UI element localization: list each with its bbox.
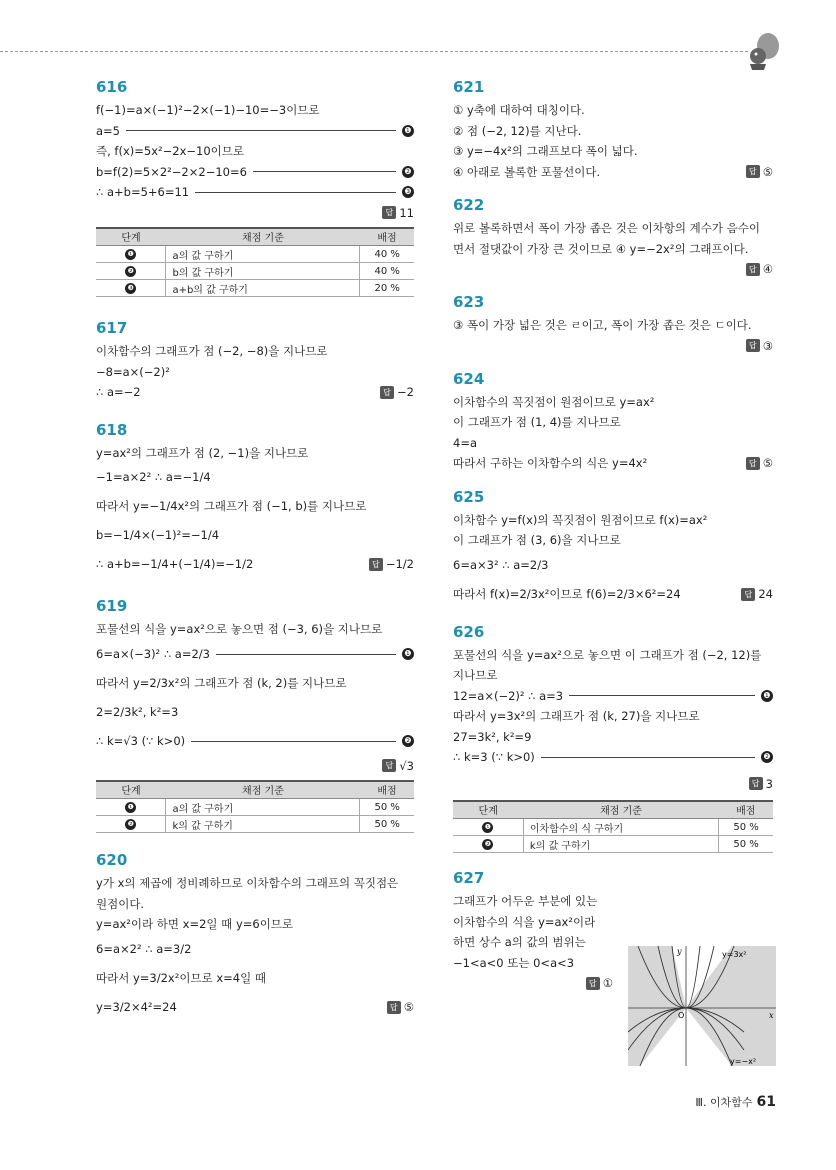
solution-line: y=3/2×4²=24 bbox=[96, 999, 177, 1014]
solution-line: 이 그래프가 점 (1, 4)를 지나므로 bbox=[453, 415, 621, 429]
table-cell: k의 값 구하기 bbox=[166, 816, 360, 833]
table-row bbox=[96, 799, 414, 816]
problem-number: 624 bbox=[453, 369, 485, 388]
step-marker: ❶ bbox=[125, 802, 136, 813]
problem-618 bbox=[96, 421, 414, 580]
table-header: 단계 bbox=[96, 781, 166, 799]
solution-line: 원점이다. bbox=[96, 896, 145, 911]
step-marker: ❷ bbox=[125, 819, 136, 830]
table-header: 채점 기준 bbox=[523, 801, 718, 819]
table-header: 채점 기준 bbox=[166, 228, 360, 246]
answer-icon: 답 bbox=[741, 588, 755, 601]
problem-number: 619 bbox=[96, 597, 128, 615]
solution-line: y=ax²의 그래프가 점 (2, −1)을 지나므로 bbox=[96, 445, 309, 460]
answer-value: ⑤ bbox=[762, 164, 773, 179]
solution-line: 그래프가 어두운 부분에 있는 bbox=[453, 894, 598, 908]
step-marker: ❷ bbox=[482, 839, 493, 850]
solution-line: b=f(2)=5×2²−2×2−10=6 bbox=[96, 164, 247, 179]
solution-line: 4=a bbox=[453, 435, 477, 450]
table-cell: 40 % bbox=[360, 263, 414, 280]
problem-number: 621 bbox=[453, 78, 485, 96]
answer-value: ① bbox=[602, 976, 613, 990]
parabola-graph bbox=[628, 946, 776, 1066]
solution-line: 포물선의 식을 y=ax²으로 놓으면 이 그래프가 점 (−2, 12)를 bbox=[453, 647, 762, 662]
solution-line: 이차함수의 식을 y=ax²이라 bbox=[453, 914, 596, 929]
solution-line: 6=a×2² ∴ a=3/2 bbox=[96, 941, 192, 956]
table-cell: k의 값 구하기 bbox=[523, 836, 718, 853]
table-row bbox=[96, 263, 414, 280]
problem-620 bbox=[96, 851, 414, 1022]
chapter-label: Ⅲ. 이차함수 bbox=[695, 1096, 753, 1109]
table-cell: 20 % bbox=[360, 280, 414, 297]
answer-icon: 답 bbox=[749, 777, 763, 790]
step-marker: ❷ bbox=[125, 266, 136, 277]
table-header: 단계 bbox=[453, 801, 523, 819]
step-marker: ❶ bbox=[761, 690, 773, 702]
answer bbox=[453, 259, 773, 279]
leader-line bbox=[216, 654, 396, 655]
axis-x-label: x bbox=[769, 1011, 774, 1020]
solution-line: 따라서 y=−1/4x²의 그래프가 점 (−1, b)를 지나므로 bbox=[96, 499, 367, 513]
solution-line: 하면 상수 a의 값의 범위는 bbox=[453, 935, 586, 949]
left-column bbox=[96, 78, 414, 1036]
solution-line: ∴ a+b=5+6=11 bbox=[96, 185, 190, 199]
table-header: 배점 bbox=[360, 781, 414, 799]
answer bbox=[453, 774, 773, 794]
answer-value: 24 bbox=[758, 586, 773, 601]
grading-table bbox=[96, 227, 414, 298]
step-marker: ❶ bbox=[402, 648, 414, 660]
answer bbox=[453, 973, 613, 993]
step-marker: ❶ bbox=[482, 822, 493, 833]
solution-line: 이차함수의 꼭짓점이 원점이므로 y=ax² bbox=[453, 394, 655, 409]
solution-line: 6=a×3² ∴ a=2/3 bbox=[453, 557, 549, 572]
solution-line: −1<a<0 또는 0<a<3 bbox=[453, 955, 575, 970]
table-cell: 50 % bbox=[360, 816, 414, 833]
solution-line: −1=a×2² ∴ a=−1/4 bbox=[96, 470, 211, 484]
problem-624 bbox=[453, 370, 773, 474]
solution-line: 2=2/3k², k²=3 bbox=[96, 704, 179, 719]
answer bbox=[746, 162, 773, 182]
solution-line: 따라서 y=2/3x²의 그래프가 점 (k, 2)를 지나므로 bbox=[96, 675, 347, 690]
answer-value: 3 bbox=[765, 776, 773, 791]
solution-line: ④ 아래로 볼록한 포물선이다. bbox=[453, 164, 601, 179]
problem-number: 616 bbox=[96, 78, 128, 96]
leader-line bbox=[541, 757, 755, 758]
answer-value: −2 bbox=[397, 385, 414, 399]
table-header: 배점 bbox=[360, 228, 414, 246]
graph-label-top: y=3x² bbox=[722, 950, 747, 959]
answer bbox=[453, 336, 773, 356]
graph-label-bottom: y=−x² bbox=[730, 1057, 757, 1066]
solution-line: ∴ a+b=−1/4+(−1/4)=−1/2 bbox=[96, 557, 254, 571]
table-cell: b의 값 구하기 bbox=[166, 263, 360, 280]
table-row bbox=[453, 819, 773, 836]
table-cell: 이차함수의 식 구하기 bbox=[523, 819, 718, 836]
axis-y-label: y bbox=[677, 947, 682, 956]
page-footer bbox=[680, 1094, 776, 1110]
solution-line: 면서 절댓값이 가장 큰 것이므로 ④ y=−2x²의 그래프이다. bbox=[453, 241, 749, 256]
problem-621 bbox=[453, 78, 773, 182]
solution-line: 따라서 y=3/2x²이므로 x=4일 때 bbox=[96, 970, 266, 985]
problem-number: 617 bbox=[96, 319, 128, 337]
problem-number: 626 bbox=[453, 622, 485, 641]
leader-line bbox=[569, 695, 755, 696]
solution-line: 지나므로 bbox=[453, 668, 498, 682]
table-cell: 50 % bbox=[360, 799, 414, 816]
table-header: 배점 bbox=[719, 801, 773, 819]
answer-icon: 답 bbox=[380, 386, 394, 399]
answer bbox=[369, 555, 414, 575]
answer-value: ⑤ bbox=[762, 456, 773, 470]
leader-line bbox=[195, 192, 396, 193]
problem-number: 622 bbox=[453, 196, 485, 214]
leader-line bbox=[126, 130, 396, 131]
problem-number: 625 bbox=[453, 487, 485, 506]
header-divider bbox=[0, 51, 748, 52]
solution-line: b=−1/4×(−1)²=−1/4 bbox=[96, 528, 220, 542]
solution-line: 12=a×(−2)² ∴ a=3 bbox=[453, 688, 564, 703]
solution-line: y=ax²이라 하면 x=2일 때 y=6이므로 bbox=[96, 917, 294, 931]
grading-table bbox=[453, 800, 773, 854]
problem-622 bbox=[453, 196, 773, 279]
solution-line: 위로 볼록하면서 폭이 가장 좁은 것은 이차항의 계수가 음수이 bbox=[453, 221, 760, 235]
answer-value: ⑤ bbox=[403, 999, 414, 1014]
step-marker: ❷ bbox=[761, 751, 773, 763]
solution-line: 이차함수의 그래프가 점 (−2, −8)을 지나므로 bbox=[96, 344, 328, 358]
answer-value: ③ bbox=[762, 338, 773, 353]
answer-icon: 답 bbox=[387, 1001, 401, 1014]
solution-line: 27=3k², k²=9 bbox=[453, 729, 532, 744]
step-marker: ❷ bbox=[402, 166, 414, 178]
step-marker: ❶ bbox=[125, 249, 136, 260]
solution-line: ∴ a=−2 bbox=[96, 385, 141, 399]
answer-icon: 답 bbox=[382, 759, 396, 772]
leader-line bbox=[191, 741, 396, 742]
answer-icon: 답 bbox=[746, 457, 760, 470]
origin-label: O bbox=[678, 1011, 685, 1020]
answer-value: √3 bbox=[399, 758, 414, 773]
step-marker: ❸ bbox=[125, 283, 136, 294]
solution-line: ③ y=−4x²의 그래프보다 폭이 넓다. bbox=[453, 144, 638, 158]
answer-icon: 답 bbox=[746, 165, 760, 178]
step-marker: ❷ bbox=[402, 735, 414, 747]
table-cell: a의 값 구하기 bbox=[166, 799, 360, 816]
table-header: 채점 기준 bbox=[166, 781, 360, 799]
right-column bbox=[453, 78, 773, 1007]
solution-line: ∴ k=√3 (∵ k>0) bbox=[96, 733, 186, 748]
answer bbox=[741, 584, 773, 604]
answer-value: ④ bbox=[762, 262, 773, 276]
problem-626 bbox=[453, 623, 773, 854]
solution-line: 따라서 y=3x²의 그래프가 점 (k, 27)을 지나므로 bbox=[453, 709, 700, 723]
table-cell: a의 값 구하기 bbox=[166, 246, 360, 263]
answer-value: 11 bbox=[399, 205, 414, 220]
answer-icon: 답 bbox=[746, 339, 760, 352]
answer-icon: 답 bbox=[586, 977, 600, 990]
solution-line: 6=a×(−3)² ∴ a=2/3 bbox=[96, 646, 210, 661]
answer bbox=[380, 382, 414, 402]
answer-icon: 답 bbox=[382, 206, 396, 219]
problem-625 bbox=[453, 488, 773, 609]
problem-number: 618 bbox=[96, 420, 128, 439]
solution-line: ③ 폭이 가장 넓은 것은 ㄹ이고, 폭이 가장 좁은 것은 ㄷ이다. bbox=[453, 318, 752, 332]
table-cell: 40 % bbox=[360, 246, 414, 263]
solution-line: ∴ k=3 (∵ k>0) bbox=[453, 750, 535, 764]
solution-line: y가 x의 제곱에 정비례하므로 이차함수의 그래프의 꼭짓점은 bbox=[96, 876, 399, 890]
solution-line: 이 그래프가 점 (3, 6)을 지나므로 bbox=[453, 533, 621, 547]
problem-619 bbox=[96, 597, 414, 833]
step-marker: ❶ bbox=[402, 125, 414, 137]
solution-line: 따라서 f(x)=2/3x²이므로 f(6)=2/3×6²=24 bbox=[453, 586, 681, 601]
solution-line: f(−1)=a×(−1)²−2×(−1)−10=−3이므로 bbox=[96, 103, 320, 117]
table-header: 단계 bbox=[96, 228, 166, 246]
answer-value: −1/2 bbox=[385, 557, 414, 571]
table-cell: 50 % bbox=[719, 836, 773, 853]
answer-icon: 답 bbox=[369, 558, 383, 571]
problem-number: 627 bbox=[453, 869, 485, 887]
page-number: 61 bbox=[756, 1094, 776, 1110]
solution-line: ① y축에 대하여 대칭이다. bbox=[453, 103, 585, 117]
grading-table bbox=[96, 780, 414, 834]
solution-line: ② 점 (−2, 12)를 지난다. bbox=[453, 123, 582, 138]
answer bbox=[387, 997, 414, 1017]
problem-number: 623 bbox=[453, 293, 485, 311]
answer bbox=[96, 203, 414, 223]
table-cell: 50 % bbox=[719, 819, 773, 836]
table-row bbox=[96, 280, 414, 297]
step-marker: ❸ bbox=[402, 186, 414, 198]
solution-line: 즉, f(x)=5x²−2x−10이므로 bbox=[96, 144, 244, 158]
solution-line: 따라서 구하는 이차함수의 식은 y=4x² bbox=[453, 456, 648, 470]
leader-line bbox=[253, 171, 396, 172]
problem-617 bbox=[96, 319, 414, 403]
problem-number: 620 bbox=[96, 851, 128, 869]
table-row bbox=[453, 836, 773, 853]
squirrel-mascot-icon bbox=[742, 30, 782, 72]
solution-line: 이차함수 y=f(x)의 꼭짓점이 원점이므로 f(x)=ax² bbox=[453, 512, 708, 527]
problem-616 bbox=[96, 78, 414, 297]
answer-icon: 답 bbox=[746, 263, 760, 276]
table-row bbox=[96, 816, 414, 833]
table-cell: a+b의 값 구하기 bbox=[166, 280, 360, 297]
problem-623 bbox=[453, 293, 773, 356]
table-row bbox=[96, 246, 414, 263]
answer bbox=[96, 756, 414, 776]
solution-line: a=5 bbox=[96, 123, 120, 138]
solution-line: 포물선의 식을 y=ax²으로 놓으면 점 (−3, 6)을 지나므로 bbox=[96, 622, 383, 636]
solution-line: −8=a×(−2)² bbox=[96, 364, 170, 379]
answer bbox=[746, 453, 773, 473]
